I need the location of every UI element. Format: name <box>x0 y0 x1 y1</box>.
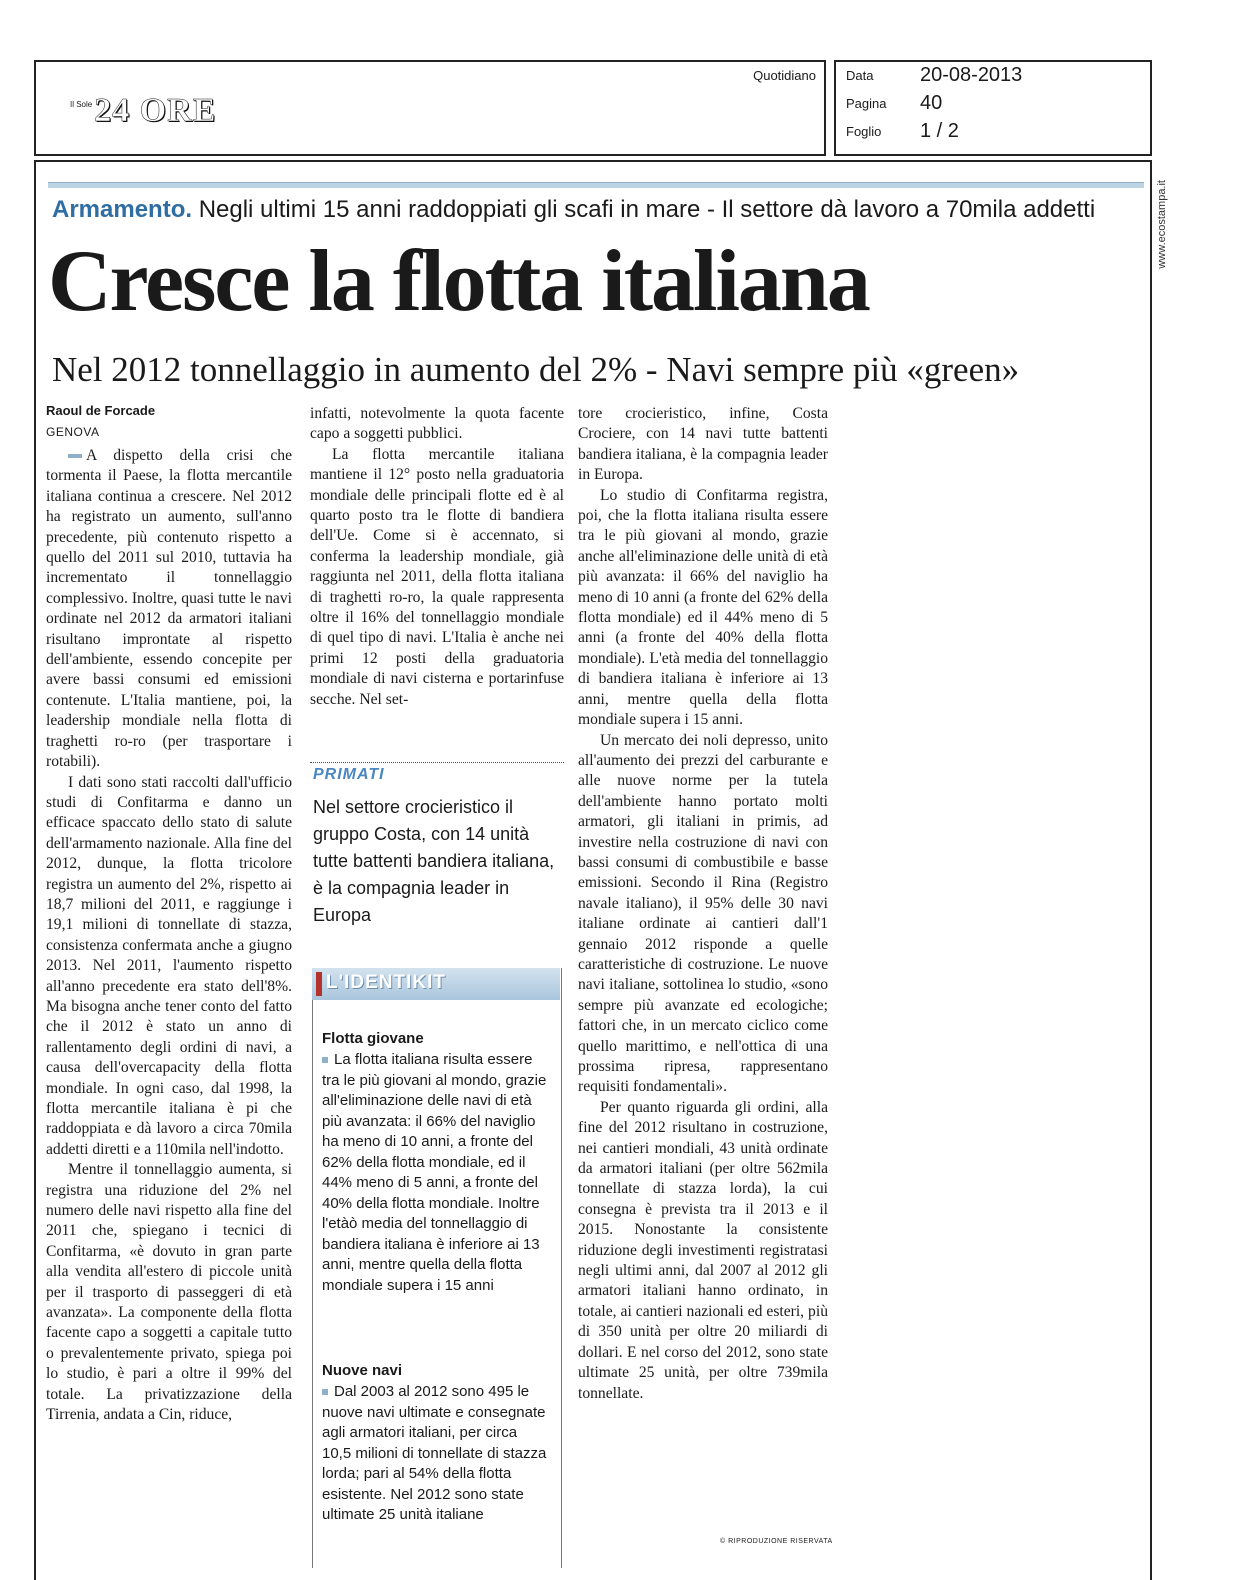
bullet-icon <box>322 1389 328 1395</box>
author-name: Raoul de Forcade <box>46 403 156 418</box>
logo-small-text: Il Sole <box>70 100 93 109</box>
bullet-icon <box>322 1057 328 1063</box>
kicker-text: Negli ultimi 15 anni raddoppiati gli scafi in mare - Il settore dà lavoro a 70mila addetti <box>192 196 1096 223</box>
sidebar-divider <box>310 762 564 763</box>
meta-page-value: 40 <box>920 92 943 114</box>
article-column-1 <box>46 446 292 1426</box>
newspaper-logo <box>70 92 216 130</box>
paragraph: Per quanto riguarda gli ordini, alla fine del 2012 risultano in costruzione, nei cantieri mondiali, 43 unità ordinate da armatori italiani (per oltre 562mila tonnellate di stazza lorda), la cui consegna è prevista tra il 2013 e il 2015. Nonostante la consistente riduzione degli investimenti registratasi negli ultimi anni, dal 2007 al 2012 gli armatori italiani hanno ordinato, in totale, ai cantieri nazionali ed esteri, più di 350 unità per oltre 20 miliardi di dollari. E nel corso del 2012, sono state ultimate 25 unità, per oltre 739mila tonnellate. <box>578 1098 828 1402</box>
dateline-city: GENOVA <box>46 425 100 439</box>
identikit-text-2-body: Dal 2003 al 2012 sono 495 le nuove navi ultimate e consegnate agli armatori italiani, per circa 10,5 milioni di tonnellate di stazza lorda; pari al 54% della flotta esistente. Nel 2012 sono state ultimate 25 unità italiane <box>322 1383 547 1523</box>
meta-sheet-value: 1 / 2 <box>920 120 959 142</box>
paragraph: Mentre il tonnellaggio aumenta, si registra una riduzione del 2% nel numero delle navi rispetto alla fine del 2011 che, spiegano i tecnici di Confitarma, «è dovuto in gran parte alla vendita all'estero di piccole unità per il trasporto di passeggeri di età avanzata». La componente della flotta facente capo a soggetti a capitale tutto o prevalentemente privato, spiega poi lo studio, è pari a oltre il 99% del totale. La privatizzazione della Tirrenia, andata a Cin, riduce, <box>46 1161 292 1424</box>
paragraph-text: A dispetto della crisi che tormenta il Paese, la flotta mercantile italiana continua a crescere. Nel 2012 ha registrato un aumento, sull'anno precedente, più contenuto rispetto a quello del 2011 sul 2010, tuttavia ha incrementato il tonnellaggio complessivo. Inoltre, quasi tutte le navi ordinate nel 2012 da armatori italiani risultano improntate al rispetto dell'ambiente, essendo concepite per avere bassi consumi ed emissioni contenute. L'Italia mantiene, poi, la leadership mondiale nella flotta di traghetti ro-ro (per trasportare i rotabili). <box>46 447 292 771</box>
headline: Cresce la flotta italiana <box>48 233 869 330</box>
lead-marker <box>68 454 82 458</box>
paragraph <box>46 446 292 773</box>
paragraph: Un mercato dei noli depresso, unito all'aumento dei prezzi del carburante e alle nuove norme per la tutela dell'ambiente hanno portato molti armatori, gli italiani in primis, ad investire nella costruzione di navi con bassi consumi di combustibile e basse emissioni. Secondo il Rina (Registro navale italiano), il 95% delle 30 navi italiane ordinate ai cantieri dall'1 gennaio 2012 risponde a quelle caratteristiche di costruzione. Le nuove navi italiane, sottolinea lo studio, «sono sempre più avanzate ed ecologiche; fattori che, in un mercato ciclico come quello marittimo, e nell'ottica di una prossima ripresa, rappresentano requisiti fondamentali». <box>578 731 828 1096</box>
identikit-text-2 <box>322 1382 550 1526</box>
meta-date-value: 20-08-2013 <box>920 64 1023 86</box>
publication-type: Quotidiano <box>753 68 816 83</box>
primati-text: Nel settore crocieristico il gruppo Costa, con 14 unità tutte battenti bandiera italiana, è la compagnia leader in Europa <box>313 797 555 925</box>
identikit-text-1-body: La flotta italiana risulta essere tra le più giovani al mondo, grazie all'eliminazione delle navi di età più avanzata: il 66% del naviglio ha meno di 10 anni, a fronte del 62% della flotta mondiale, ed il 44% meno di 5 anni, a fronte del 40% della flotta mondiale. Inoltre l'etàò media del tonnellaggio di bandiera italiana è inferiore ai 13 anni, mentre quella della flotta mondiale supera i 15 anni <box>322 1051 547 1294</box>
identikit-accent <box>316 972 322 996</box>
primati-label: PRIMATI <box>313 766 385 783</box>
logo-big-text: 24 ORE <box>94 92 217 129</box>
kicker <box>52 196 1095 224</box>
article-column-2 <box>310 404 564 710</box>
side-credit: www.ecostampa.it <box>1156 180 1168 269</box>
top-rule <box>48 182 1144 188</box>
meta-date-label: Data <box>846 68 874 83</box>
paragraph: infatti, notevolmente la quota facente capo a soggetti pubblici. <box>310 405 564 443</box>
identikit-title-1: Flotta giovane <box>322 1030 424 1047</box>
meta-sheet-label: Foglio <box>846 124 882 139</box>
kicker-section: Armamento. <box>52 196 193 223</box>
identikit-label: L'IDENTIKIT <box>326 972 447 993</box>
article-column-3 <box>578 404 828 1404</box>
meta-page-label: Pagina <box>846 96 887 111</box>
paragraph: Lo studio di Confitarma registra, poi, che la flotta italiana risulta essere tra le più giovani al mondo, grazie anche all'eliminazione delle unità di età più avanzata: il 66% del naviglio ha meno di 10 anni (a fronte del 62% della flotta mondiale) ed il 44% meno di 5 anni (a fronte del 40% della flotta mondiale). L'età media del tonnellaggio di bandiera italiana è inferiore ai 13 anni, mentre quella della flotta mondiale supera i 15 anni. <box>578 486 828 729</box>
paragraph: I dati sono stati raccolti dall'ufficio studi di Confitarma e danno un efficace spaccato dello stato di salute dell'armamento nazionale. Alla fine del 2012, dunque, la flotta tricolore registra un aumento del 2%, rispetto ai 18,7 milioni del 2011, e raggiunge i 19,1 milioni di tonnellate di stazza, consistenza confermata anche a giugno 2013. Nel 2011, l'aumento rispetto all'anno precedente era stato dell'8%. Ma bisogna anche tener conto del fatto che il 2012 è stato un anno di rallentamento degli ordini di navi, a causa dell'overcapacity della flotta mondiale. In ogni caso, dal 1998, la flotta mercantile italiana è pi che raddoppiata e dà lavoro a circa 70mila addetti diretti e a 110mila nell'indotto. <box>46 773 292 1158</box>
identikit-title-2: Nuove navi <box>322 1362 403 1379</box>
subheadline: Nel 2012 tonnellaggio in aumento del 2% - Navi sempre più «green» <box>52 350 1020 389</box>
paragraph: La flotta mercantile italiana mantiene il 12° posto nella graduatoria mondiale delle principali flotte ed è al quarto posto tra le flotte di bandiera dell'Ue. Come si è accennato, si conferma la leadership mondiale, già raggiunta nel 2011, della flotta italiana di traghetti ro-ro, la quale rappresenta oltre il 16% del tonnellaggio mondiale di quel tipo di navi. L'Italia è anche nei primi 12 posti della graduatoria mondiale di navi cisterna e portarinfuse secche. Nel set- <box>310 445 564 708</box>
header-left-box <box>34 60 826 156</box>
copyright-notice: © RIPRODUZIONE RISERVATA <box>720 1538 833 1545</box>
paragraph: tore crocieristico, infine, Costa Crociere, con 14 navi tutte battenti bandiera italiana, è la compagnia leader in Europa. <box>578 405 828 484</box>
identikit-text-1 <box>322 1050 550 1296</box>
header-meta-box <box>834 60 1152 156</box>
